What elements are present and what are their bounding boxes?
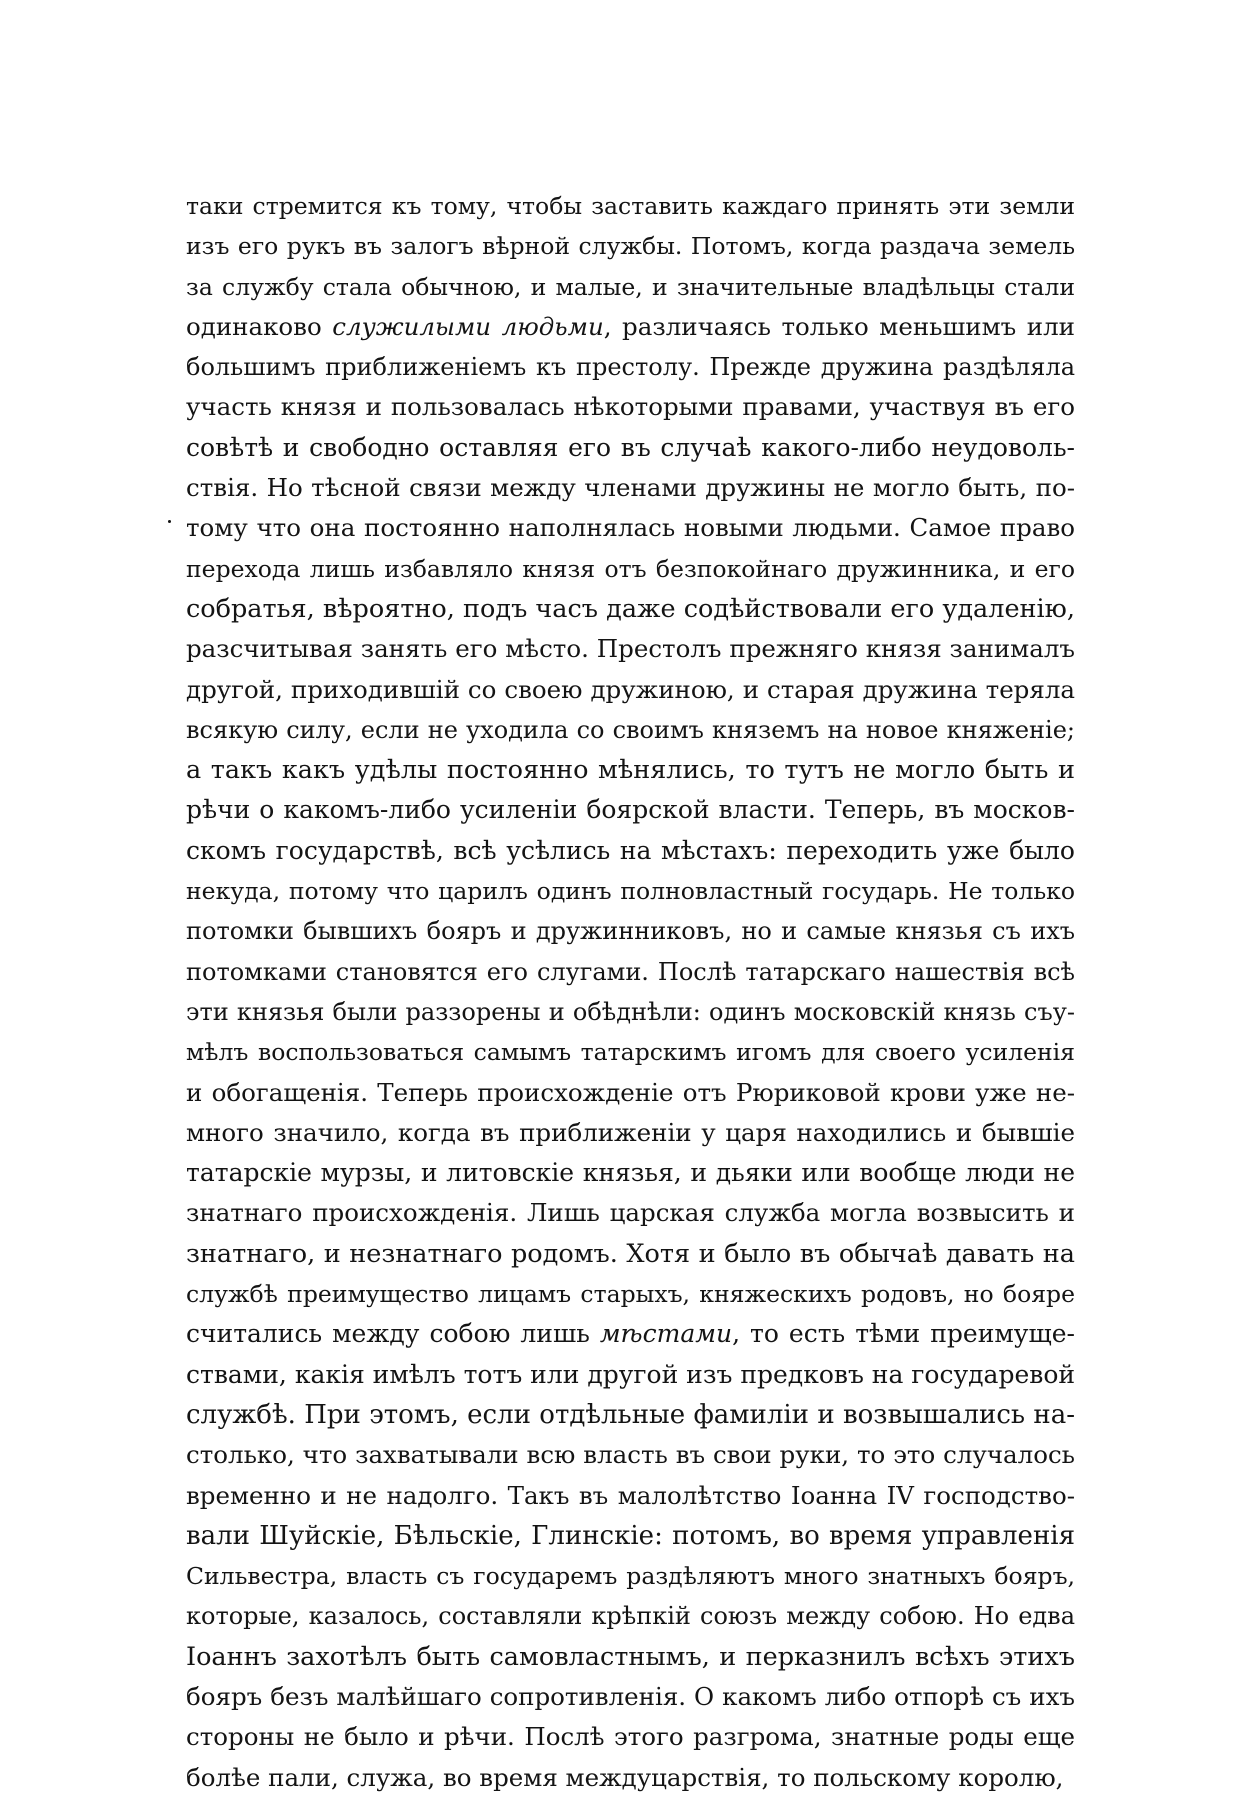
text-line: а такъ какъ удѣлы постоянно мѣнялись, то тутъ не могло быть и (186, 755, 1075, 786)
text-line: ствія. Но тѣсной связи между членами дружины не могло быть, по- (186, 473, 1075, 503)
text-line: разсчитывая занять его мѣсто. Престолъ прежняго князя занималъ (186, 634, 1075, 664)
text-line: некуда, потому что царилъ одинъ полновластный государь. Не только (186, 877, 1075, 906)
text-line: стороны не было и рѣчи. Послѣ этого разгрома, знатные роды еще (186, 1722, 1075, 1752)
italic-emphasis: служилыми людьми (332, 311, 604, 341)
text-line: столько, что захватывали всю власть въ свои руки, то это случалось (186, 1440, 1075, 1470)
text-line: большимъ приближеніемъ къ престолу. Прежде дружина раздѣляла (186, 353, 1075, 382)
text-line: другой, приходившій со своею дружиною, и старая дружина теряла (186, 674, 1075, 704)
text-line: Сильвестра, власть съ государемъ раздѣляютъ много знатныхъ бояръ, (186, 1562, 1075, 1591)
text-line: много значило, когда въ приближеніи у царя находились и бывшіе (186, 1117, 1075, 1147)
text-line: всякую силу, если не уходила со своимъ княземъ на новое княженіе; (186, 715, 1075, 744)
text-line: за службу стала обычною, и малые, и значительные владѣльцы стали (186, 272, 1075, 301)
text-line: потомки бывшихъ бояръ и дружинниковъ, но и самые князья съ ихъ (186, 917, 1075, 946)
text-line: таки стремится къ тому, чтобы заставить каждаго принять эти земли (186, 192, 1075, 220)
text-line: считались между собою лишь мѣстами, то есть тѣми преимуще- (186, 1319, 1075, 1349)
text-line: Іоаннъ захотѣлъ быть самовластнымъ, и перказнилъ всѣхъ этихъ (186, 1641, 1075, 1672)
stray-ink-mark (168, 520, 171, 523)
text-line: и обогащенія. Теперь происхожденіе отъ Рюриковой крови уже не- (186, 1077, 1075, 1107)
text-line: участь князя и пользовалась нѣкоторыми правами, участвуя въ его (186, 392, 1075, 422)
text-line: службѣ преимущество лицамъ старыхъ, княжескихъ родовъ, но бояре (186, 1280, 1075, 1309)
text-line: службѣ. При этомъ, если отдѣльные фамиліи и возвышались на- (186, 1399, 1075, 1430)
text-line: собратья, вѣроятно, подъ часъ даже содѣйствовали его удаленію, (186, 593, 1075, 624)
text-line: одинаково служилыми людьми, различаясь только меньшимъ или (186, 311, 1075, 341)
text-line: знатнаго происхожденія. Лишь царская служба могла возвысить и (186, 1198, 1075, 1228)
text-line: которые, казалось, составляли крѣпкій союзъ между собою. Но едва (186, 1602, 1075, 1631)
text-line: потомками становятся его слугами. Послѣ татарскаго нашествія всѣ (186, 957, 1075, 986)
text-line: эти князья были раззорены и обѣднѣли: одинъ московскій князь съу- (186, 997, 1075, 1026)
body-text (186, 186, 1075, 1798)
text-line: ствами, какія имѣлъ тотъ или другой изъ предковъ на государевой (186, 1359, 1076, 1389)
text-line: тому что она постоянно наполнялась новыми людьми. Самое право (186, 513, 1075, 543)
text-line: татарскіе мурзы, и литовскіе князья, и дьяки или вообще люди не (186, 1158, 1075, 1188)
text-line: болѣе пали, служа, во время междуцарствія, то польскому королю, (186, 1762, 1064, 1792)
text-line: знатнаго, и незнатнаго родомъ. Хотя и было въ обычаѣ давать на (186, 1238, 1075, 1269)
text-line: перехода лишь избавляло князя отъ безпокойнаго дружинника, и его (186, 554, 1075, 583)
text-line: совѣтѣ и свободно оставляя его въ случаѣ какого-либо неудоволь- (186, 432, 1075, 462)
text-line: вали Шуйскіе, Бѣльскіе, Глинскіе: потомъ, во время управленія (186, 1520, 1075, 1551)
text-line: временно и не надолго. Такъ въ малолѣтство Іоанна IV господство- (186, 1480, 1075, 1510)
text-line: бояръ безъ малѣйшаго сопротивленія. О какомъ либо отпорѣ съ ихъ (186, 1681, 1075, 1711)
italic-emphasis: мѣстами (599, 1319, 733, 1349)
text-line: скомъ государствѣ, всѣ усѣлись на мѣстахъ: переходить уже было (186, 835, 1075, 865)
text-line: изъ его рукъ въ залогъ вѣрной службы. Потомъ, когда раздача земель (186, 232, 1075, 261)
text-line: мѣлъ воспользоваться самымъ татарскимъ игомъ для своего усиленія (186, 1038, 1075, 1067)
text-line: рѣчи о какомъ-либо усиленіи боярской власти. Теперь, въ москов- (186, 795, 1075, 825)
